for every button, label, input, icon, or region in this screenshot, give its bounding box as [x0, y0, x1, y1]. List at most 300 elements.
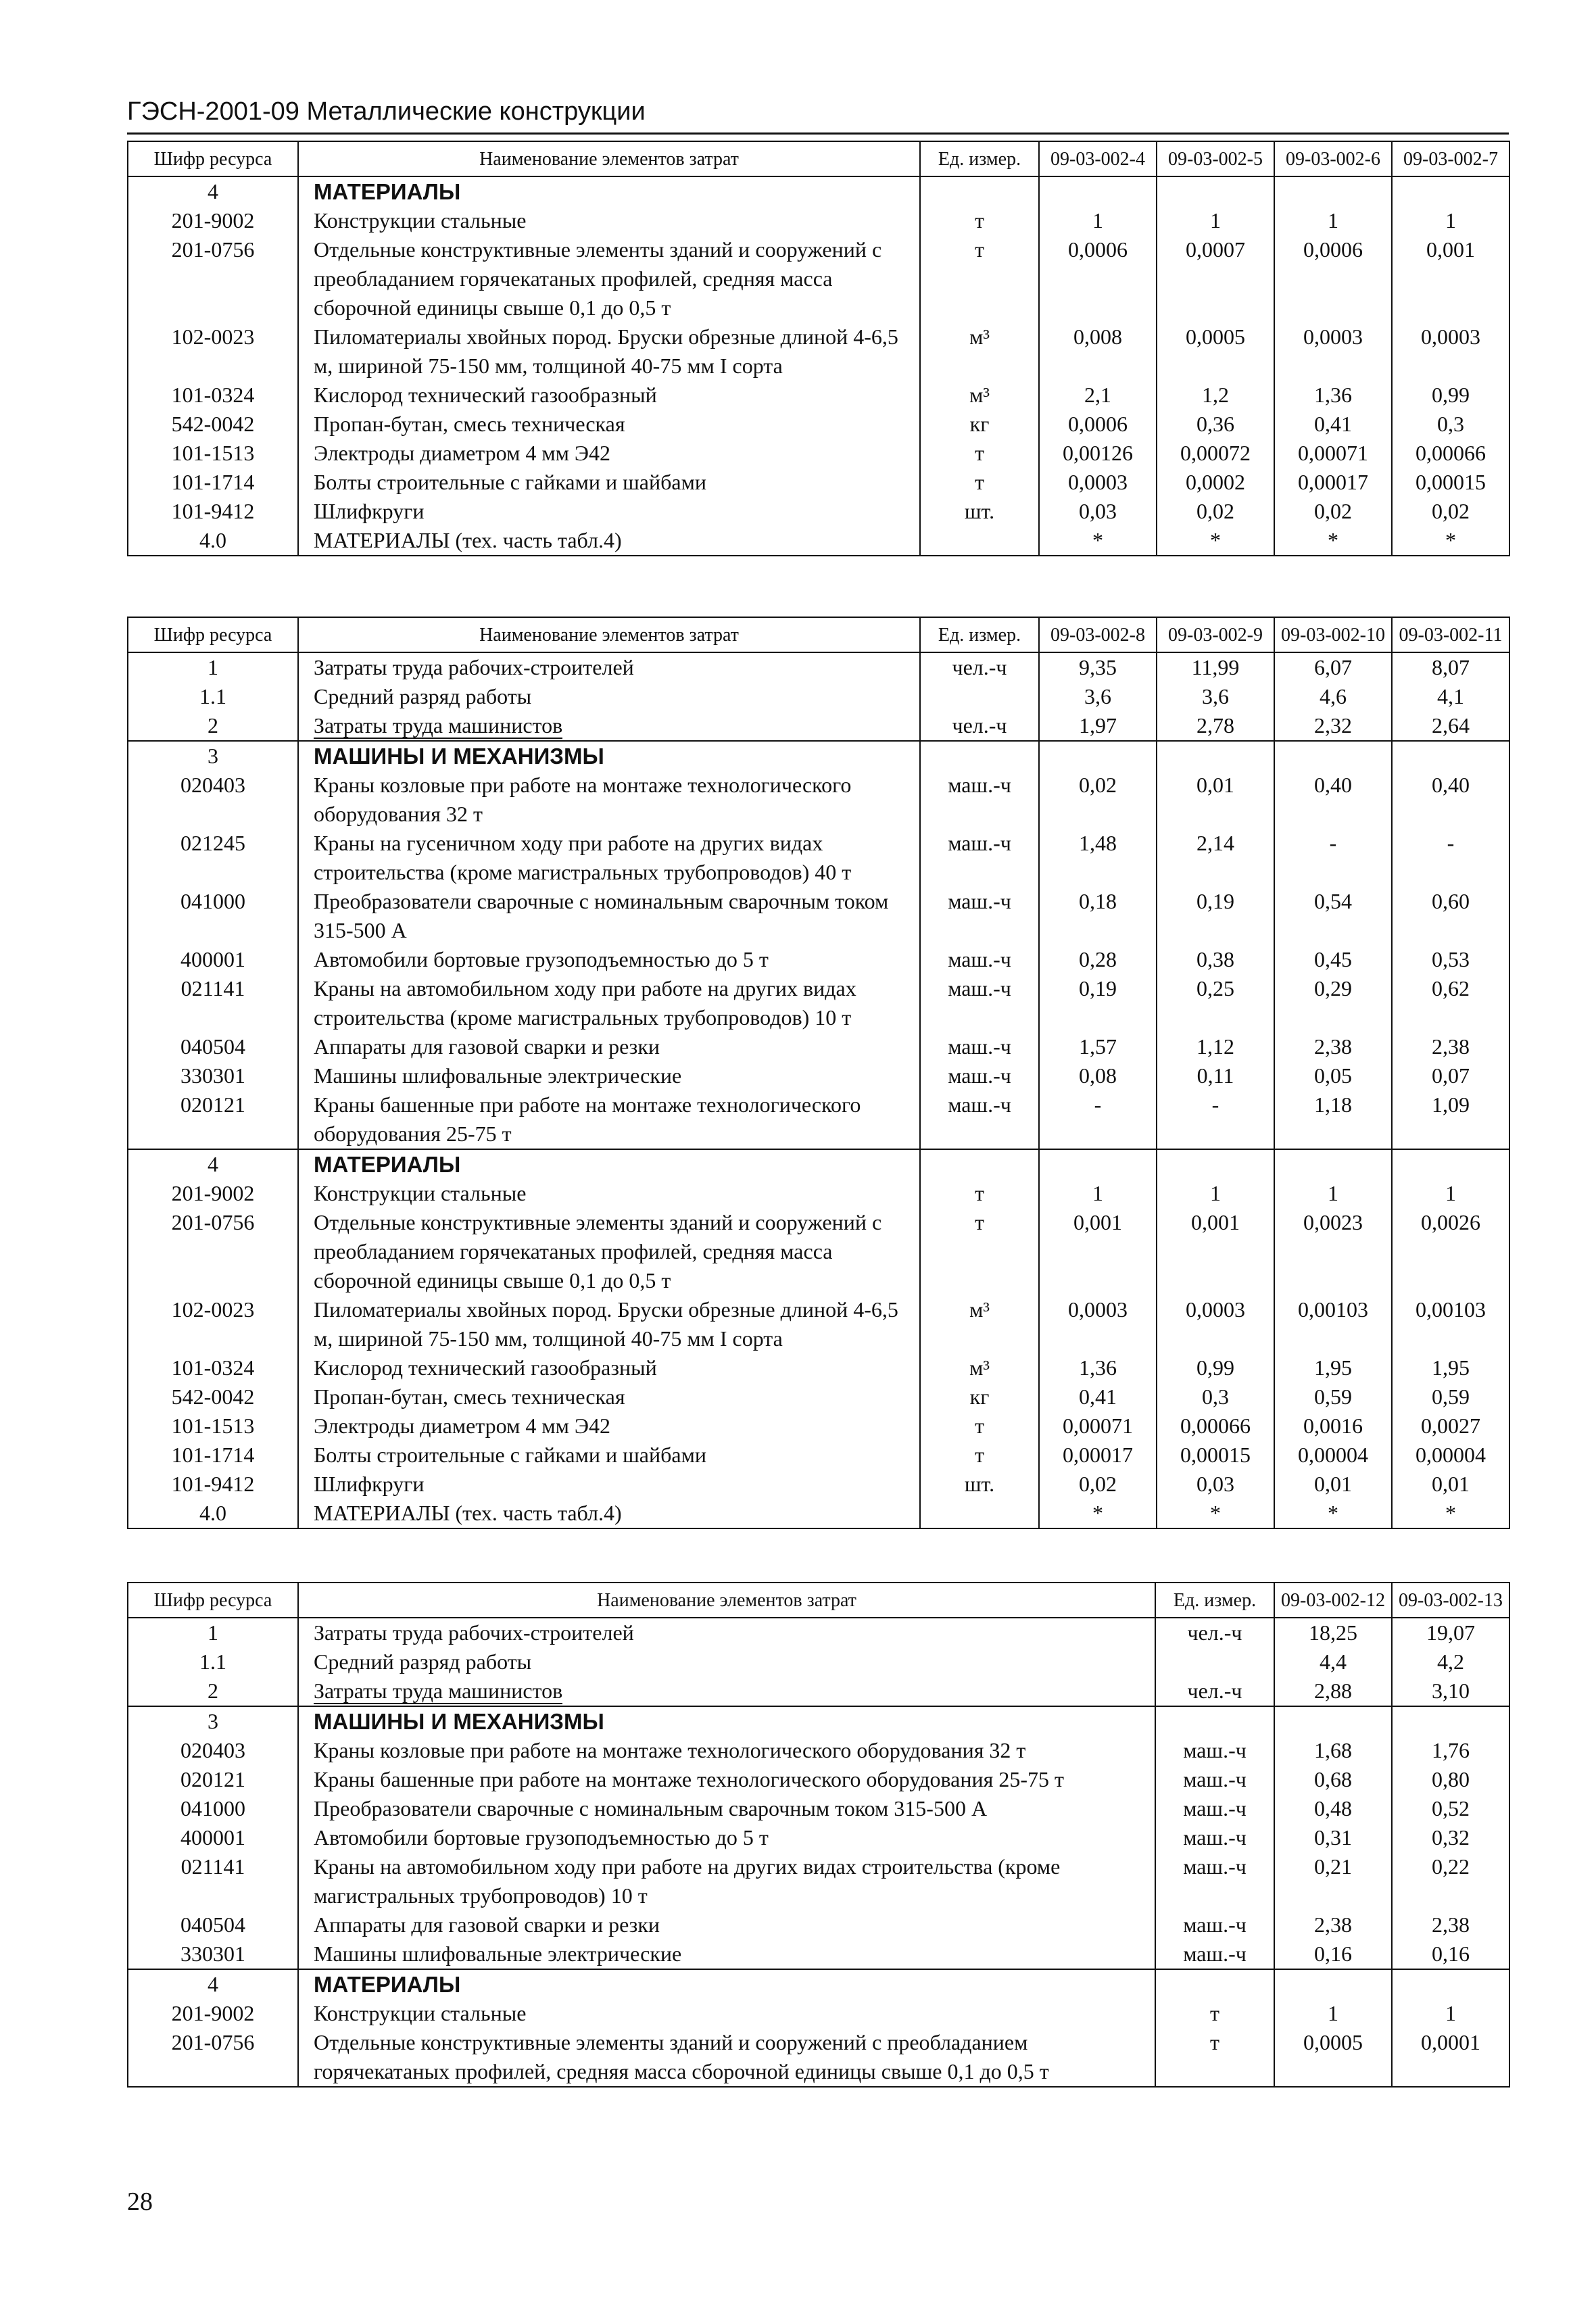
unit: т — [920, 1441, 1039, 1470]
resource-code: 021141 — [128, 1852, 298, 1910]
table-row — [128, 1765, 1509, 1794]
header-row — [128, 1583, 1509, 1618]
table-row — [128, 176, 1509, 206]
norm-value: 0,59 — [1392, 1382, 1509, 1412]
norm-value — [1392, 741, 1509, 771]
resource-code: 101-1513 — [128, 1412, 298, 1441]
resource-name-text: Затраты труда рабочих-строителей — [314, 1620, 634, 1645]
resource-code: 040504 — [128, 1910, 298, 1939]
resource-name — [298, 1149, 920, 1179]
norm-value: 1,36 — [1039, 1353, 1157, 1382]
norm-value — [1274, 1149, 1392, 1179]
resource-name — [298, 206, 920, 235]
norm-value — [1392, 1149, 1509, 1179]
norm-value: 1 — [1274, 1179, 1392, 1208]
resource-name-text: Шлифкруги — [314, 1472, 425, 1496]
norm-value: 0,25 — [1157, 974, 1274, 1032]
resource-name-text: Средний разряд работы — [314, 684, 532, 708]
norm-value: 0,99 — [1392, 381, 1509, 410]
norm-value — [1157, 176, 1274, 206]
table-row — [128, 381, 1509, 410]
resource-code: 201-9002 — [128, 1999, 298, 2028]
table-row — [128, 1032, 1509, 1061]
norm-value: 1,95 — [1392, 1353, 1509, 1382]
table-row — [128, 887, 1509, 945]
norm-value: 0,00015 — [1157, 1441, 1274, 1470]
resource-code: 020403 — [128, 771, 298, 829]
table-row — [128, 1794, 1509, 1823]
norm-value: 0,008 — [1039, 322, 1157, 381]
col-header-norm: 09-03-002-6 — [1274, 141, 1392, 176]
norm-value: 0,001 — [1039, 1208, 1157, 1295]
header-row — [128, 141, 1509, 176]
norm-value: 0,3 — [1392, 410, 1509, 439]
resource-name-text: Пропан-бутан, смесь техническая — [314, 1384, 625, 1409]
norm-value: 1,36 — [1274, 381, 1392, 410]
resource-name-text: Краны на автомобильном ходу при работе на других видах строительства (кроме магистральных трубопроводов) 10 т — [314, 976, 856, 1030]
resource-code: 400001 — [128, 1823, 298, 1852]
norm-value: 1,76 — [1392, 1736, 1509, 1765]
norm-value: 0,01 — [1274, 1470, 1392, 1499]
norm-value: * — [1274, 526, 1392, 556]
norm-value: 0,59 — [1274, 1382, 1392, 1412]
norm-value: 0,29 — [1274, 974, 1392, 1032]
norm-value: * — [1274, 1499, 1392, 1528]
norm-value: 0,0003 — [1039, 1295, 1157, 1353]
unit: маш.-ч — [920, 945, 1039, 974]
unit: т — [920, 468, 1039, 497]
table-row — [128, 682, 1509, 711]
norm-value: 0,08 — [1039, 1061, 1157, 1090]
table-row — [128, 1499, 1509, 1528]
norm-value: 0,0016 — [1274, 1412, 1392, 1441]
norm-value — [1274, 1969, 1392, 1999]
col-header-norm: 09-03-002-12 — [1274, 1583, 1392, 1618]
resource-name-text: Отдельные конструктивные элементы зданий и сооружений с преобладанием горячекатаных профилей, средняя масса сборочной единицы свыше 0,1 до 0,5 т — [314, 2030, 1049, 2083]
resource-name — [298, 887, 920, 945]
unit: т — [1155, 2028, 1274, 2087]
resource-name — [298, 1647, 1155, 1676]
resource-code: 041000 — [128, 887, 298, 945]
norm-value: 0,80 — [1392, 1765, 1509, 1794]
norm-value: 0,11 — [1157, 1061, 1274, 1090]
unit: маш.-ч — [1155, 1794, 1274, 1823]
table-row — [128, 1295, 1509, 1353]
resource-name — [298, 1618, 1155, 1647]
norm-value — [1274, 741, 1392, 771]
norm-value: 2,88 — [1274, 1676, 1392, 1706]
table-row — [128, 652, 1509, 682]
table-row — [128, 1969, 1509, 1999]
norm-value — [1157, 741, 1274, 771]
norm-value: 2,38 — [1392, 1910, 1509, 1939]
unit: чел.-ч — [1155, 1618, 1274, 1647]
resource-table-3 — [127, 1582, 1510, 2088]
norm-value: 0,00072 — [1157, 439, 1274, 468]
unit — [1155, 1969, 1274, 1999]
resource-name-text: Краны на автомобильном ходу при работе на других видах строительства (кроме магистральных трубопроводов) 10 т — [314, 1854, 1061, 1908]
table-header — [128, 141, 1509, 176]
resource-code: 400001 — [128, 945, 298, 974]
norm-value: * — [1039, 1499, 1157, 1528]
norm-value: 0,19 — [1157, 887, 1274, 945]
norm-value: 0,02 — [1274, 497, 1392, 526]
resource-name-text: Краны козловые при работе на монтаже технологического оборудования 32 т — [314, 1738, 1026, 1762]
resource-name — [298, 711, 920, 741]
norm-value: 0,00103 — [1392, 1295, 1509, 1353]
norm-value: 0,19 — [1039, 974, 1157, 1032]
col-header-norm: 09-03-002-8 — [1039, 617, 1157, 652]
norm-value: 0,001 — [1392, 235, 1509, 322]
resource-code: 4 — [128, 176, 298, 206]
table-row — [128, 1149, 1509, 1179]
resource-code: 542-0042 — [128, 1382, 298, 1412]
table-row — [128, 1090, 1509, 1149]
resource-name-text: Отдельные конструктивные элементы зданий и сооружений с преобладанием горячекатаных профилей, средняя масса сборочной единицы свыше 0,1 до 0,5 т — [314, 237, 882, 320]
table-row — [128, 468, 1509, 497]
table-row — [128, 1412, 1509, 1441]
resource-name-text: Пропан-бутан, смесь техническая — [314, 412, 625, 436]
resource-code: 101-1714 — [128, 468, 298, 497]
resource-code: 4.0 — [128, 1499, 298, 1528]
unit: т — [920, 439, 1039, 468]
page-header: ГЭСН-2001-09 Металлические конструкции — [127, 95, 1509, 135]
norm-value — [1039, 741, 1157, 771]
unit: кг — [920, 410, 1039, 439]
norm-value: 0,03 — [1039, 497, 1157, 526]
norm-value: 0,01 — [1392, 1470, 1509, 1499]
norm-value: 0,0003 — [1392, 322, 1509, 381]
resource-name — [298, 176, 920, 206]
table-row — [128, 1736, 1509, 1765]
norm-value: 0,0006 — [1039, 235, 1157, 322]
table-row — [128, 711, 1509, 741]
resource-name-text: Краны башенные при работе на монтаже технологического оборудования 25-75 т — [314, 1092, 861, 1146]
norm-value: 0,54 — [1274, 887, 1392, 945]
norm-value: 1,97 — [1039, 711, 1157, 741]
resource-code: 201-9002 — [128, 1179, 298, 1208]
norm-value: 0,53 — [1392, 945, 1509, 974]
resource-name — [298, 1969, 1155, 1999]
norm-value: 0,31 — [1274, 1823, 1392, 1852]
unit: маш.-ч — [920, 829, 1039, 887]
norm-value: 0,41 — [1039, 1382, 1157, 1412]
table-row — [128, 1939, 1509, 1969]
resource-name-text: МАТЕРИАЛЫ — [314, 179, 461, 204]
norm-value: 2,38 — [1274, 1032, 1392, 1061]
norm-value: - — [1392, 829, 1509, 887]
norm-value: 9,35 — [1039, 652, 1157, 682]
unit: м³ — [920, 1295, 1039, 1353]
resource-name — [298, 1499, 920, 1528]
resource-name-text: Машины шлифовальные электрические — [314, 1941, 682, 1966]
resource-name — [298, 439, 920, 468]
unit: т — [920, 1179, 1039, 1208]
norm-value: 0,00071 — [1039, 1412, 1157, 1441]
norm-value: 0,0026 — [1392, 1208, 1509, 1295]
resource-code: 330301 — [128, 1939, 298, 1969]
unit: шт. — [920, 1470, 1039, 1499]
norm-value: 0,40 — [1274, 771, 1392, 829]
resource-name — [298, 829, 920, 887]
resource-name-text: МАШИНЫ И МЕХАНИЗМЫ — [314, 744, 604, 769]
norm-value: 19,07 — [1392, 1618, 1509, 1647]
norm-value — [1039, 1149, 1157, 1179]
unit — [920, 682, 1039, 711]
norm-value: 4,2 — [1392, 1647, 1509, 1676]
col-header-name: Наименование элементов затрат — [298, 617, 920, 652]
norm-value: 0,0027 — [1392, 1412, 1509, 1441]
resource-name-text: Аппараты для газовой сварки и резки — [314, 1912, 660, 1937]
norm-value — [1274, 176, 1392, 206]
resource-name-text: МАТЕРИАЛЫ — [314, 1152, 461, 1177]
norm-value: 2,14 — [1157, 829, 1274, 887]
resource-name — [298, 1061, 920, 1090]
norm-value: 0,00017 — [1039, 1441, 1157, 1470]
norm-value: 0,0002 — [1157, 468, 1274, 497]
resource-code: 101-0324 — [128, 381, 298, 410]
resource-name — [298, 1706, 1155, 1736]
resource-name — [298, 1823, 1155, 1852]
norm-value: 2,32 — [1274, 711, 1392, 741]
resource-code: 201-0756 — [128, 2028, 298, 2087]
resource-code: 3 — [128, 741, 298, 771]
unit: маш.-ч — [920, 1032, 1039, 1061]
norm-value: 1,68 — [1274, 1736, 1392, 1765]
unit: кг — [920, 1382, 1039, 1412]
col-header-code: Шифр ресурса — [128, 141, 298, 176]
unit: т — [1155, 1999, 1274, 2028]
resource-name-text: Электроды диаметром 4 мм Э42 — [314, 441, 610, 465]
unit: маш.-ч — [1155, 1939, 1274, 1969]
resource-name-text: Болты строительные с гайками и шайбами — [314, 470, 706, 494]
resource-code: 542-0042 — [128, 410, 298, 439]
resource-name — [298, 497, 920, 526]
norm-value — [1157, 1149, 1274, 1179]
table-row — [128, 741, 1509, 771]
resource-name-text: Машины шлифовальные электрические — [314, 1063, 682, 1088]
table-row — [128, 1647, 1509, 1676]
resource-name — [298, 1353, 920, 1382]
norm-value: 2,38 — [1274, 1910, 1392, 1939]
resource-name-text: Электроды диаметром 4 мм Э42 — [314, 1414, 610, 1438]
norm-value: 0,0023 — [1274, 1208, 1392, 1295]
unit: маш.-ч — [920, 1061, 1039, 1090]
resource-name — [298, 410, 920, 439]
unit — [920, 1499, 1039, 1528]
resource-code: 020121 — [128, 1765, 298, 1794]
resource-code: 330301 — [128, 1061, 298, 1090]
unit: маш.-ч — [920, 1090, 1039, 1149]
resource-name-text: Конструкции стальные — [314, 2001, 527, 2025]
table-row — [128, 235, 1509, 322]
norm-value: 3,10 — [1392, 1676, 1509, 1706]
unit: т — [920, 1412, 1039, 1441]
unit: шт. — [920, 497, 1039, 526]
norm-value: 2,1 — [1039, 381, 1157, 410]
unit: маш.-ч — [920, 771, 1039, 829]
norm-value: 6,07 — [1274, 652, 1392, 682]
table-row — [128, 1061, 1509, 1090]
norm-value: 0,05 — [1274, 1061, 1392, 1090]
resource-code: 041000 — [128, 1794, 298, 1823]
norm-value: 0,16 — [1274, 1939, 1392, 1969]
resource-name — [298, 1208, 920, 1295]
col-header-norm: 09-03-002-11 — [1392, 617, 1509, 652]
norm-value: 0,0007 — [1157, 235, 1274, 322]
col-header-code: Шифр ресурса — [128, 617, 298, 652]
col-header-norm: 09-03-002-13 — [1392, 1583, 1509, 1618]
norm-value: 1 — [1039, 1179, 1157, 1208]
resource-name — [298, 1736, 1155, 1765]
unit — [1155, 1647, 1274, 1676]
resource-name-text: Отдельные конструктивные элементы зданий и сооружений с преобладанием горячекатаных профилей, средняя масса сборочной единицы свыше 0,1 до 0,5 т — [314, 1210, 882, 1293]
resource-code: 040504 — [128, 1032, 298, 1061]
norm-value: 8,07 — [1392, 652, 1509, 682]
resource-code: 1 — [128, 1618, 298, 1647]
unit: маш.-ч — [1155, 1736, 1274, 1765]
table-row — [128, 1470, 1509, 1499]
col-header-name: Наименование элементов затрат — [298, 141, 920, 176]
norm-value: 1 — [1274, 1999, 1392, 2028]
col-header-unit: Ед. измер. — [920, 141, 1039, 176]
resource-code: 4 — [128, 1149, 298, 1179]
col-header-norm: 09-03-002-4 — [1039, 141, 1157, 176]
resource-name — [298, 2028, 1155, 2087]
norm-value: 1 — [1039, 206, 1157, 235]
resource-name — [298, 1295, 920, 1353]
resource-name-text: МАТЕРИАЛЫ — [314, 1972, 461, 1997]
col-header-norm: 09-03-002-9 — [1157, 617, 1274, 652]
resource-code: 101-9412 — [128, 1470, 298, 1499]
table-row — [128, 1999, 1509, 2028]
norm-value: 1 — [1157, 1179, 1274, 1208]
table-row — [128, 1208, 1509, 1295]
norm-value: 3,6 — [1157, 682, 1274, 711]
resource-name — [298, 1382, 920, 1412]
resource-name-text: Затраты труда машинистов — [314, 713, 563, 738]
resource-code: 102-0023 — [128, 322, 298, 381]
norm-value: 0,00066 — [1157, 1412, 1274, 1441]
norm-value: - — [1157, 1090, 1274, 1149]
norm-value: 0,00017 — [1274, 468, 1392, 497]
norm-value: - — [1039, 1090, 1157, 1149]
resource-name-text: Шлифкруги — [314, 499, 425, 523]
resource-code: 101-1714 — [128, 1441, 298, 1470]
unit: т — [920, 1208, 1039, 1295]
norm-value: 0,0006 — [1274, 235, 1392, 322]
norm-value: 0,00071 — [1274, 439, 1392, 468]
table-row — [128, 497, 1509, 526]
norm-value: 0,01 — [1157, 771, 1274, 829]
resource-code: 021245 — [128, 829, 298, 887]
norm-value: 0,38 — [1157, 945, 1274, 974]
norm-value: 2,38 — [1392, 1032, 1509, 1061]
resource-name-text: Кислород технический газообразный — [314, 1355, 657, 1380]
norm-value: 0,0003 — [1039, 468, 1157, 497]
table-body — [128, 652, 1509, 1528]
unit — [920, 1149, 1039, 1179]
resource-name-text: Преобразователи сварочные с номинальным сварочным током 315-500 А — [314, 889, 889, 942]
norm-value: 0,40 — [1392, 771, 1509, 829]
table-row — [128, 2028, 1509, 2087]
resource-name-text: Конструкции стальные — [314, 1181, 527, 1205]
table-row — [128, 1676, 1509, 1706]
resource-table-1 — [127, 141, 1510, 556]
norm-value: 0,0003 — [1157, 1295, 1274, 1353]
norm-value: 0,03 — [1157, 1470, 1274, 1499]
norm-value: 1 — [1392, 1999, 1509, 2028]
resource-name-text: Пиломатериалы хвойных пород. Бруски обрезные длиной 4-6,5 м, шириной 75-150 мм, толщиной 40-75 мм I сорта — [314, 324, 898, 378]
norm-value: * — [1392, 1499, 1509, 1528]
col-header-unit: Ед. измер. — [1155, 1583, 1274, 1618]
resource-name — [298, 1794, 1155, 1823]
unit: чел.-ч — [1155, 1676, 1274, 1706]
norm-value: 0,07 — [1392, 1061, 1509, 1090]
header-row — [128, 617, 1509, 652]
norm-value: 3,6 — [1039, 682, 1157, 711]
norm-value — [1392, 176, 1509, 206]
norm-value — [1392, 1969, 1509, 1999]
table-row — [128, 1382, 1509, 1412]
norm-value: 0,18 — [1039, 887, 1157, 945]
norm-value — [1392, 1706, 1509, 1736]
table-row — [128, 945, 1509, 974]
table-row — [128, 1353, 1509, 1382]
col-header-code: Шифр ресурса — [128, 1583, 298, 1618]
unit: маш.-ч — [1155, 1852, 1274, 1910]
norm-value: 0,62 — [1392, 974, 1509, 1032]
unit: м³ — [920, 322, 1039, 381]
table-row — [128, 829, 1509, 887]
table-row — [128, 1706, 1509, 1736]
resource-code: 020121 — [128, 1090, 298, 1149]
unit: маш.-ч — [1155, 1823, 1274, 1852]
resource-name — [298, 235, 920, 322]
resource-code: 4 — [128, 1969, 298, 1999]
norm-value: 0,0005 — [1157, 322, 1274, 381]
norm-value — [1274, 1706, 1392, 1736]
norm-value: 0,52 — [1392, 1794, 1509, 1823]
table-row — [128, 1618, 1509, 1647]
resource-name-text: Болты строительные с гайками и шайбами — [314, 1443, 706, 1467]
resource-code: 201-0756 — [128, 235, 298, 322]
norm-value: 0,0003 — [1274, 322, 1392, 381]
unit: маш.-ч — [920, 887, 1039, 945]
resource-name-text: МАТЕРИАЛЫ (тех. часть табл.4) — [314, 1501, 622, 1525]
resource-name — [298, 1090, 920, 1149]
norm-value: 0,36 — [1157, 410, 1274, 439]
norm-value: 1 — [1392, 206, 1509, 235]
resource-name — [298, 1470, 920, 1499]
norm-value: 0,21 — [1274, 1852, 1392, 1910]
resource-name-text: Конструкции стальные — [314, 208, 527, 233]
norm-value: - — [1274, 829, 1392, 887]
norm-value: 11,99 — [1157, 652, 1274, 682]
resource-name — [298, 682, 920, 711]
norm-value: 1,95 — [1274, 1353, 1392, 1382]
resource-name — [298, 1852, 1155, 1910]
norm-value: 1,12 — [1157, 1032, 1274, 1061]
resource-name — [298, 771, 920, 829]
table-row — [128, 526, 1509, 556]
resource-code: 021141 — [128, 974, 298, 1032]
resource-name — [298, 1412, 920, 1441]
norm-value: 0,60 — [1392, 887, 1509, 945]
col-header-norm: 09-03-002-7 — [1392, 141, 1509, 176]
norm-value: * — [1157, 526, 1274, 556]
resource-name-text: Пиломатериалы хвойных пород. Бруски обрезные длиной 4-6,5 м, шириной 75-150 мм, толщиной 40-75 мм I сорта — [314, 1297, 898, 1351]
